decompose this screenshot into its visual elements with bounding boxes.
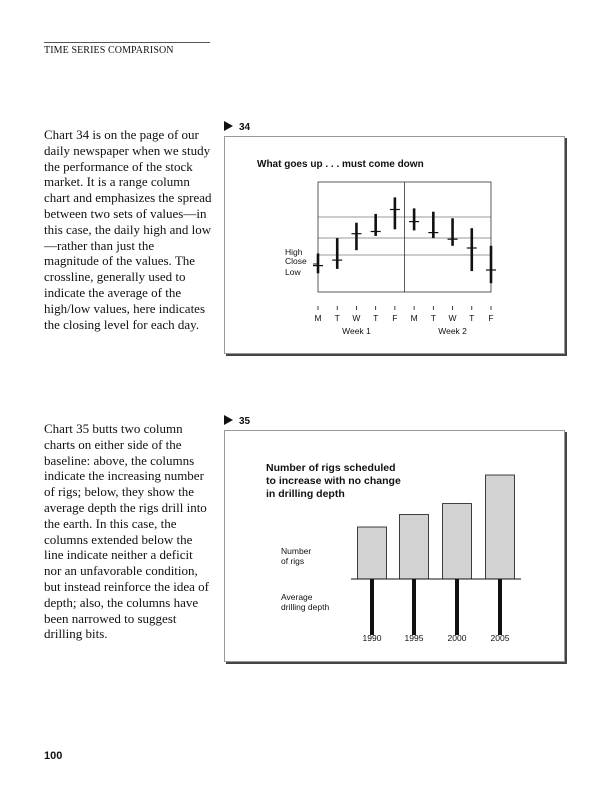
triangle-pointer-icon [224,121,233,131]
range-column-chart [225,137,564,353]
week-label: Week 1 [342,326,371,336]
chart35-panel [224,430,565,662]
legend-label-high: High [285,247,303,257]
x-tick-label: T [469,313,475,323]
upper-axis-label: of rigs [281,556,305,566]
rig-count-bar [358,527,387,579]
lower-axis-label: Average [281,592,313,602]
year-label: 1995 [404,633,424,643]
x-tick-label: M [410,313,418,323]
chart34-title: What goes up . . . must come down [257,159,424,170]
x-tick-label: T [334,313,340,323]
page-number: 100 [44,750,63,762]
week-label: Week 2 [438,326,467,336]
rig-count-bar [486,475,515,579]
lower-axis-label: drilling depth [281,602,330,612]
butted-column-chart [225,431,564,661]
chart34-panel [224,136,565,354]
x-tick-label: M [314,313,322,323]
drilling-depth-bar [498,579,502,635]
chart34-number: 34 [239,122,251,133]
triangle-pointer-icon [224,415,233,425]
x-tick-label: W [448,313,457,323]
legend-label-low: Low [285,267,301,277]
drilling-depth-bar [370,579,374,635]
drilling-depth-bar [455,579,459,635]
chart35-description: Chart 35 butts two column charts on either side of the baseline: above, the columns indicate the increasing number of rigs; below, they show the average depth the rigs drill into the earth. In this case, the columns extended below the line indicate neither a deficit nor an unfavorable condition, but instead reinforce the idea of depth; also, the columns have been narrowed to suggest drilling bits. [44,421,209,642]
upper-axis-label: Number [281,546,312,556]
chart35-title-line: Number of rigs scheduled [266,462,396,474]
x-tick-label: F [392,313,398,323]
year-label: 1990 [362,633,382,643]
chart35-number: 35 [239,416,251,427]
x-tick-label: F [488,313,494,323]
header-rule [44,42,210,43]
x-tick-label: T [373,313,379,323]
running-header: TIME SERIES COMPARISON [44,45,174,56]
chart34-description: Chart 34 is on the page of our daily newspaper when we study the performance of the stock market. It is a range column chart and emphasizes the spread between two sets of values—in this case, the daily high and low—rather than just the magnitude of the values. The crossline, generally used to indicate the average of the high/low values, here indicates the closing level for each day. [44,127,212,332]
rig-count-bar [443,504,472,579]
chart34-marker [224,121,250,133]
year-label: 2000 [447,633,467,643]
year-label: 2005 [490,633,510,643]
drilling-depth-bar [412,579,416,635]
x-tick-label: T [430,313,436,323]
x-tick-label: W [352,313,361,323]
rig-count-bar [400,515,429,579]
legend-label-close: Close [285,256,307,266]
chart35-marker [224,415,250,427]
chart35-title-line: in drilling depth [266,488,345,500]
chart35-title-line: to increase with no change [266,475,401,487]
